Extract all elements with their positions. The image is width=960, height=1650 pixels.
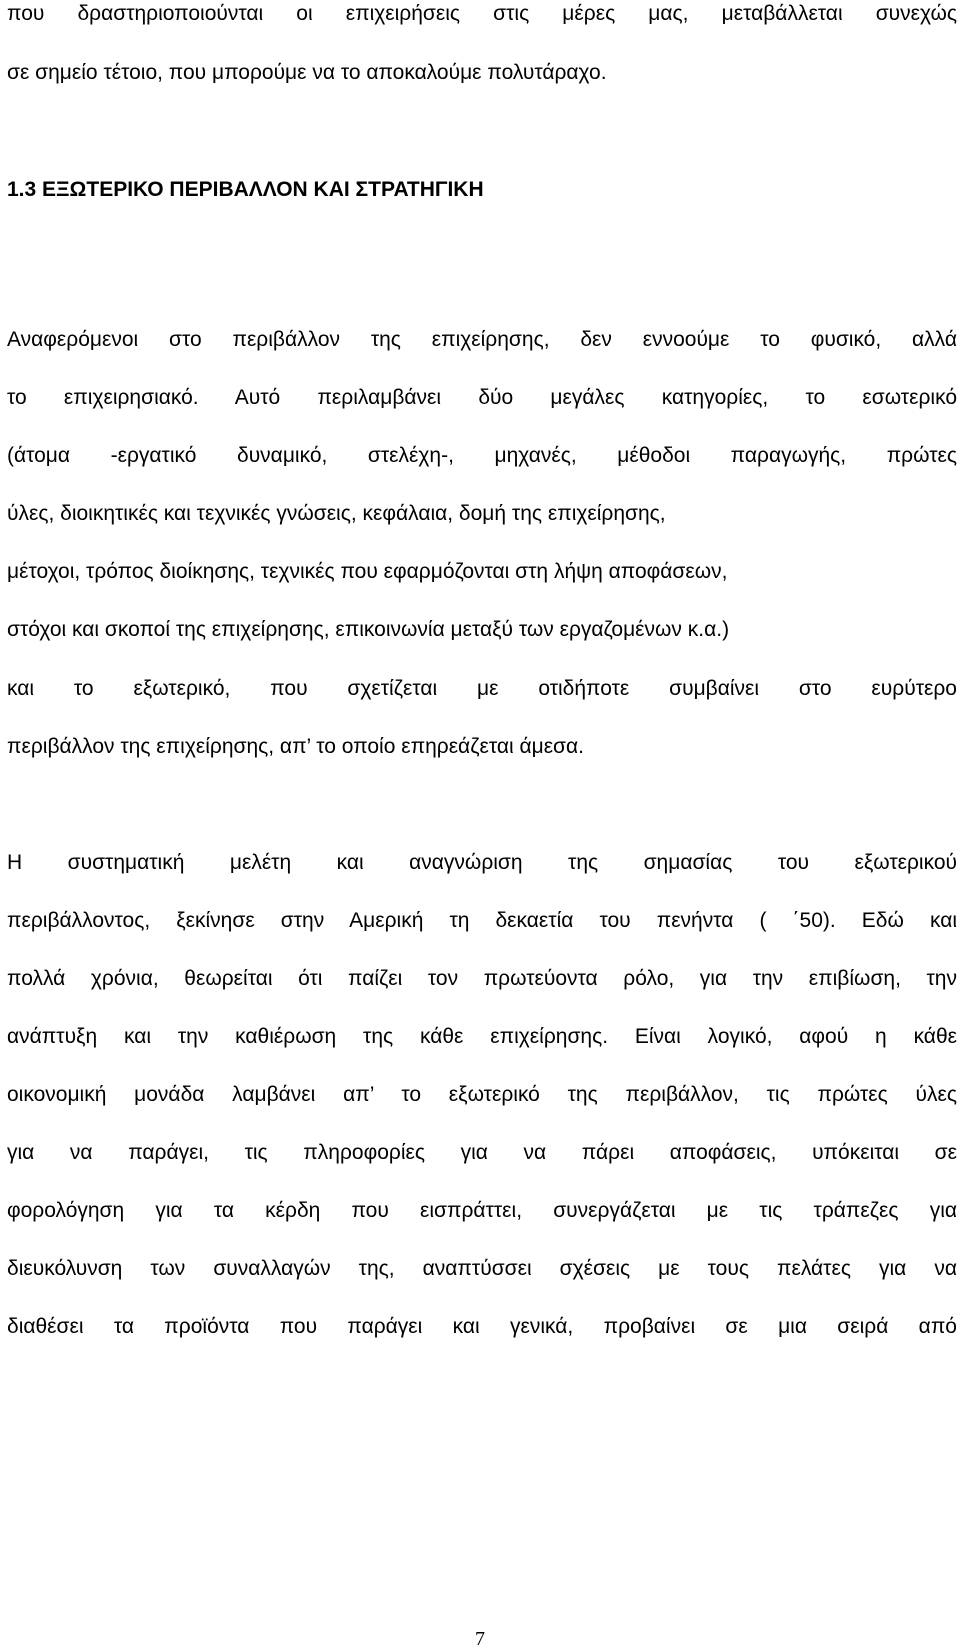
text-line: Αναφερόμενοι στο περιβάλλον της επιχείρησης, δεν εννοούμε το φυσικό, αλλά	[7, 328, 957, 351]
text-line: και το εξωτερικό, που σχετίζεται με οτιδήποτε συμβαίνει στο ευρύτερο	[7, 677, 957, 700]
text-line: οικονομική μονάδα λαμβάνει απ’ το εξωτερικό της περιβάλλον, τις πρώτες ύλες	[7, 1083, 957, 1106]
text-line: (άτομα -εργατικό δυναμικό, στελέχη-, μηχανές, μέθοδοι παραγωγής, πρώτες	[7, 444, 957, 467]
text-line: Η συστηματική μελέτη και αναγνώριση της σημασίας του εξωτερικού	[7, 851, 957, 874]
text-line: διαθέσει τα προϊόντα που παράγει και γενικά, προβαίνει σε μια σειρά από	[7, 1315, 957, 1338]
text-line: περιβάλλοντος, ξεκίνησε στην Αμερική τη δεκαετία του πενήντα ( ΄50). Εδώ και	[7, 909, 957, 932]
text-line: φορολόγηση για τα κέρδη που εισπράττει, συνεργάζεται με τις τράπεζες για	[7, 1199, 957, 1222]
section-heading: 1.3 ΕΞΩΤΕΡΙΚΟ ΠΕΡΙΒΑΛΛΟΝ ΚΑΙ ΣΤΡΑΤΗΓΙΚΗ	[7, 178, 484, 201]
page-number: 7	[475, 1628, 485, 1650]
text-line: ανάπτυξη και την καθιέρωση της κάθε επιχείρησης. Είναι λογικό, αφού η κάθε	[7, 1025, 957, 1048]
text-line: σε σημείο τέτοιο, που μπορούμε να το αποκαλούμε πολυτάραχο.	[7, 61, 607, 84]
text-line: στόχοι και σκοποί της επιχείρησης, επικοινωνία μεταξύ των εργαζομένων κ.α.)	[7, 618, 730, 641]
text-line: διευκόλυνση των συναλλαγών της, αναπτύσσει σχέσεις με τους πελάτες για να	[7, 1257, 957, 1280]
text-line: για να παράγει, τις πληροφορίες για να πάρει αποφάσεις, υπόκειται σε	[7, 1141, 957, 1164]
text-line: περιβάλλον της επιχείρησης, απ’ το οποίο επηρεάζεται άμεσα.	[7, 735, 584, 758]
text-line: ύλες, διοικητικές και τεχνικές γνώσεις, κεφάλαια, δομή της επιχείρησης,	[7, 502, 666, 525]
text-line: που δραστηριοποιούνται οι επιχειρήσεις στις μέρες μας, μεταβάλλεται συνεχώς	[7, 2, 957, 25]
text-line: μέτοχοι, τρόπος διοίκησης, τεχνικές που εφαρμόζονται στη λήψη αποφάσεων,	[7, 560, 728, 583]
text-line: πολλά χρόνια, θεωρείται ότι παίζει τον πρωτεύοντα ρόλο, για την επιβίωση, την	[7, 967, 957, 990]
text-line: το επιχειρησιακό. Αυτό περιλαμβάνει δύο μεγάλες κατηγορίες, το εσωτερικό	[7, 386, 957, 409]
